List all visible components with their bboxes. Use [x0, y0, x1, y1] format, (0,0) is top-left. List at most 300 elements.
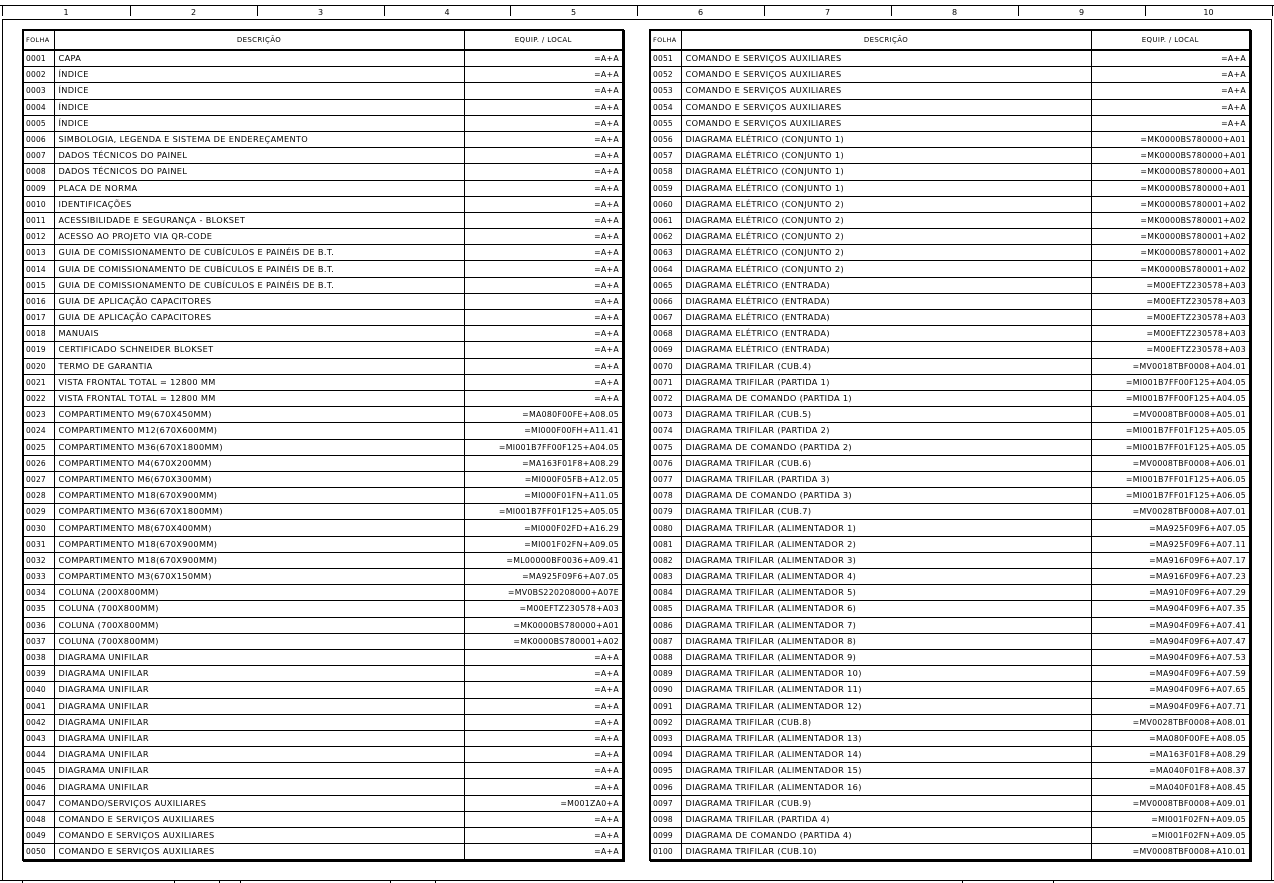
sheet-number: 0092: [650, 714, 681, 730]
equipment-location: =A+A: [464, 164, 623, 180]
table-row: [23, 148, 623, 164]
table-row: [650, 795, 1250, 811]
sheet-description: DIAGRAMA TRIFILAR (ALIMENTADOR 4): [681, 569, 1091, 585]
sheet-description: DIAGRAMA TRIFILAR (CUB.6): [681, 455, 1091, 471]
sheet-number: 0056: [650, 131, 681, 147]
equipment-location: =M00EFTZ230578+A03: [1091, 293, 1250, 309]
sheet-description: DIAGRAMA TRIFILAR (ALIMENTADOR 2): [681, 536, 1091, 552]
sheet-number: 0052: [650, 67, 681, 83]
column-header-folha: FOLHA: [23, 30, 54, 50]
equipment-location: =MK0000BS780001+A02: [464, 633, 623, 649]
equipment-location: =MI001B7FF00F125+A04.05: [1091, 390, 1250, 406]
index-table-left-body: [23, 50, 623, 860]
sheet-number: 0030: [23, 520, 54, 536]
equipment-location: =A+A: [464, 99, 623, 115]
sheet-number: 0053: [650, 83, 681, 99]
sheet-number: 0066: [650, 293, 681, 309]
sheet-number: 0041: [23, 698, 54, 714]
equipment-location: =A+A: [464, 698, 623, 714]
equipment-location: =MA904F09F6+A07.59: [1091, 666, 1250, 682]
sheet-description: COMPARTIMENTO M36(670X1800MM): [54, 439, 464, 455]
table-row: [23, 83, 623, 99]
equipment-location: =A+A: [1091, 50, 1250, 67]
equipment-location: =MK0000BS780001+A02: [1091, 229, 1250, 245]
sheet-description: DIAGRAMA ELÉTRICO (CONJUNTO 2): [681, 212, 1091, 228]
equipment-location: =MV0BS220208000+A07E: [464, 585, 623, 601]
table-row: [650, 293, 1250, 309]
sheet-description: PLACA DE NORMA: [54, 180, 464, 196]
table-row: [23, 844, 623, 861]
sheet-description: DIAGRAMA UNIFILAR: [54, 714, 464, 730]
sheet-number: 0059: [650, 180, 681, 196]
table-row: [23, 682, 623, 698]
sheet-number: 0080: [650, 520, 681, 536]
sheet-description: DIAGRAMA ELÉTRICO (ENTRADA): [681, 310, 1091, 326]
sheet-number: 0099: [650, 828, 681, 844]
equipment-location: =A+A: [464, 390, 623, 406]
table-row: [650, 779, 1250, 795]
sheet-description: DIAGRAMA TRIFILAR (ALIMENTADOR 6): [681, 601, 1091, 617]
equipment-location: =A+A: [464, 730, 623, 746]
sheet-number: 0018: [23, 326, 54, 342]
sheet-number: 0090: [650, 682, 681, 698]
sheet-description: COLUNA (700X800MM): [54, 617, 464, 633]
sheet-description: COMPARTIMENTO M18(670X900MM): [54, 488, 464, 504]
ruler-column-4: 4: [444, 8, 450, 17]
table-row: [23, 390, 623, 406]
sheet-number: 0043: [23, 730, 54, 746]
sheet-number: 0075: [650, 439, 681, 455]
table-row: [23, 552, 623, 568]
equipment-location: =A+A: [464, 50, 623, 67]
sheet-description: DIAGRAMA ELÉTRICO (CONJUNTO 1): [681, 131, 1091, 147]
equipment-location: =M001ZA0+A: [464, 795, 623, 811]
sheet-description: COMPARTIMENTO M6(670X300MM): [54, 471, 464, 487]
sheet-number: 0048: [23, 811, 54, 827]
sheet-description: DIAGRAMA TRIFILAR (ALIMENTADOR 15): [681, 763, 1091, 779]
index-table-left: [22, 29, 624, 861]
sheet-number: 0070: [650, 358, 681, 374]
table-row: [23, 423, 623, 439]
equipment-location: =MI001B7FF01F125+A05.05: [464, 504, 623, 520]
sheet-description: COMANDO E SERVIÇOS AUXILIARES: [54, 811, 464, 827]
equipment-location: =MA163F01F8+A08.29: [464, 455, 623, 471]
sheet-number: 0076: [650, 455, 681, 471]
table-row: [23, 164, 623, 180]
sheet-description: COMPARTIMENTO M9(670X450MM): [54, 407, 464, 423]
table-row: [650, 439, 1250, 455]
sheet-number: 0093: [650, 730, 681, 746]
equipment-location: =A+A: [464, 763, 623, 779]
table-row: [23, 293, 623, 309]
sheet-description: DIAGRAMA TRIFILAR (PARTIDA 4): [681, 811, 1091, 827]
sheet-description: DIAGRAMA TRIFILAR (PARTIDA 3): [681, 471, 1091, 487]
sheet-description: DIAGRAMA ELÉTRICO (ENTRADA): [681, 277, 1091, 293]
table-row: [650, 277, 1250, 293]
table-row: [650, 617, 1250, 633]
sheet-number: 0084: [650, 585, 681, 601]
sheet-number: 0034: [23, 585, 54, 601]
equipment-location: =MA080F00FE+A08.05: [464, 407, 623, 423]
table-row: [650, 423, 1250, 439]
table-row: [650, 374, 1250, 390]
sheet-number: 0083: [650, 569, 681, 585]
sheet-description: DIAGRAMA TRIFILAR (ALIMENTADOR 3): [681, 552, 1091, 568]
sheet-description: DIAGRAMA TRIFILAR (ALIMENTADOR 8): [681, 633, 1091, 649]
sheet-number: 0024: [23, 423, 54, 439]
equipment-location: =A+A: [464, 649, 623, 665]
sheet-description: DIAGRAMA TRIFILAR (CUB.7): [681, 504, 1091, 520]
sheet-number: 0074: [650, 423, 681, 439]
equipment-location: =M00EFTZ230578+A03: [1091, 326, 1250, 342]
sheet-description: GUIA DE COMISSIONAMENTO DE CUBÍCULOS E PAINÉIS DE B.T.: [54, 277, 464, 293]
sheet-number: 0067: [650, 310, 681, 326]
sheet-number: 0085: [650, 601, 681, 617]
table-row: [650, 390, 1250, 406]
sheet-description: GUIA DE APLICAÇÃO CAPACITORES: [54, 310, 464, 326]
table-row: [23, 407, 623, 423]
sheet-description: ACESSO AO PROJETO VIA QR-CODE: [54, 229, 464, 245]
sheet-number: 0098: [650, 811, 681, 827]
title-block-top-border: [0, 880, 1274, 881]
table-row: [650, 844, 1250, 861]
equipment-location: =A+A: [464, 67, 623, 83]
table-row: [23, 310, 623, 326]
column-header-equip-local: EQUIP. / LOCAL: [464, 30, 623, 50]
equipment-location: =A+A: [1091, 115, 1250, 131]
sheet-number: 0008: [23, 164, 54, 180]
table-row: [23, 714, 623, 730]
sheet-description: DIAGRAMA TRIFILAR (PARTIDA 2): [681, 423, 1091, 439]
equipment-location: =MI001F02FN+A09.05: [1091, 811, 1250, 827]
equipment-location: =MI001B7FF00F125+A04.05: [464, 439, 623, 455]
table-row: [23, 471, 623, 487]
equipment-location: =MK0000BS780001+A02: [1091, 196, 1250, 212]
table-row: [23, 326, 623, 342]
table-row: [23, 374, 623, 390]
ruler-column-10: 10: [1203, 8, 1214, 17]
sheet-description: COMPARTIMENTO M36(670X1800MM): [54, 504, 464, 520]
sheet-description: DIAGRAMA ELÉTRICO (CONJUNTO 1): [681, 180, 1091, 196]
table-row: [650, 148, 1250, 164]
sheet-number: 0003: [23, 83, 54, 99]
table-row: [23, 99, 623, 115]
equipment-location: =A+A: [464, 245, 623, 261]
sheet-description: DIAGRAMA TRIFILAR (ALIMENTADOR 9): [681, 649, 1091, 665]
sheet-number: 0062: [650, 229, 681, 245]
sheet-number: 0022: [23, 390, 54, 406]
table-row: [650, 601, 1250, 617]
table-header-row: [650, 30, 1250, 50]
sheet-number: 0004: [23, 99, 54, 115]
equipment-location: =MV0028TBF0008+A08.01: [1091, 714, 1250, 730]
table-row: [650, 698, 1250, 714]
sheet-number: 0065: [650, 277, 681, 293]
sheet-number: 0007: [23, 148, 54, 164]
sheet-description: DIAGRAMA ELÉTRICO (CONJUNTO 2): [681, 229, 1091, 245]
sheet-description: COMANDO E SERVIÇOS AUXILIARES: [681, 50, 1091, 67]
equipment-location: =A+A: [464, 83, 623, 99]
sheet-number: 0086: [650, 617, 681, 633]
table-row: [23, 229, 623, 245]
sheet-description: DIAGRAMA TRIFILAR (CUB.5): [681, 407, 1091, 423]
equipment-location: =MV0028TBF0008+A07.01: [1091, 504, 1250, 520]
equipment-location: =MI001B7FF01F125+A05.05: [1091, 439, 1250, 455]
equipment-location: =A+A: [1091, 67, 1250, 83]
equipment-location: =MV0008TBF0008+A10.01: [1091, 844, 1250, 861]
sheet-number: 0005: [23, 115, 54, 131]
sheet-description: GUIA DE COMISSIONAMENTO DE CUBÍCULOS E PAINÉIS DE B.T.: [54, 245, 464, 261]
sheet-number: 0057: [650, 148, 681, 164]
sheet-description: ACESSIBILIDADE E SEGURANÇA - BLOKSET: [54, 212, 464, 228]
equipment-location: =MA904F09F6+A07.35: [1091, 601, 1250, 617]
sheet-number: 0073: [650, 407, 681, 423]
column-header-descricao: DESCRIÇÃO: [681, 30, 1091, 50]
sheet-description: COMPARTIMENTO M18(670X900MM): [54, 552, 464, 568]
sheet-description: CAPA: [54, 50, 464, 67]
table-row: [23, 277, 623, 293]
equipment-location: =A+A: [464, 666, 623, 682]
equipment-location: =A+A: [464, 714, 623, 730]
sheet-number: 0031: [23, 536, 54, 552]
sheet-description: DIAGRAMA UNIFILAR: [54, 666, 464, 682]
equipment-location: =A+A: [1091, 83, 1250, 99]
sheet-description: COMANDO E SERVIÇOS AUXILIARES: [681, 115, 1091, 131]
sheet-number: 0038: [23, 649, 54, 665]
sheet-number: 0068: [650, 326, 681, 342]
sheet-number: 0016: [23, 293, 54, 309]
equipment-location: =A+A: [464, 277, 623, 293]
equipment-location: =A+A: [464, 358, 623, 374]
table-row: [650, 455, 1250, 471]
equipment-location: =MV0008TBF0008+A05.01: [1091, 407, 1250, 423]
table-row: [650, 115, 1250, 131]
equipment-location: =A+A: [464, 374, 623, 390]
sheet-number: 0045: [23, 763, 54, 779]
equipment-location: =MK0000BS780001+A02: [1091, 245, 1250, 261]
sheet-description: DIAGRAMA TRIFILAR (ALIMENTADOR 13): [681, 730, 1091, 746]
table-row: [650, 585, 1250, 601]
table-row: [650, 326, 1250, 342]
table-row: [23, 504, 623, 520]
equipment-location: =MI000F01FN+A11.05: [464, 488, 623, 504]
sheet-description: DIAGRAMA TRIFILAR (CUB.9): [681, 795, 1091, 811]
sheet-description: COLUNA (200X800MM): [54, 585, 464, 601]
sheet-number: 0087: [650, 633, 681, 649]
ruler-column-6: 6: [697, 8, 704, 17]
sheet-number: 0096: [650, 779, 681, 795]
sheet-description: DIAGRAMA ELÉTRICO (CONJUNTO 2): [681, 196, 1091, 212]
sheet-description: DADOS TÉCNICOS DO PAINEL: [54, 164, 464, 180]
sheet-description: COLUNA (700X800MM): [54, 633, 464, 649]
table-row: [650, 504, 1250, 520]
sheet-number: 0078: [650, 488, 681, 504]
table-row: [23, 180, 623, 196]
sheet-description: DADOS TÉCNICOS DO PAINEL: [54, 148, 464, 164]
equipment-location: =MI000F02FD+A16.29: [464, 520, 623, 536]
table-row: [23, 50, 623, 67]
sheet-description: DIAGRAMA ELÉTRICO (CONJUNTO 1): [681, 148, 1091, 164]
equipment-location: =ML00000BF0036+A09.41: [464, 552, 623, 568]
sheet-number: 0051: [650, 50, 681, 67]
sheet-description: VISTA FRONTAL TOTAL = 12800 MM: [54, 374, 464, 390]
sheet-description: DIAGRAMA DE COMANDO (PARTIDA 1): [681, 390, 1091, 406]
equipment-location: =MI000F05FB+A12.05: [464, 471, 623, 487]
table-row: [650, 552, 1250, 568]
table-row: [23, 569, 623, 585]
sheet-description: DIAGRAMA ELÉTRICO (CONJUNTO 2): [681, 261, 1091, 277]
sheet-description: DIAGRAMA DE COMANDO (PARTIDA 2): [681, 439, 1091, 455]
sheet-description: DIAGRAMA TRIFILAR (ALIMENTADOR 14): [681, 747, 1091, 763]
equipment-location: =MV0018TBF0008+A04.01: [1091, 358, 1250, 374]
equipment-location: =MK0000BS780000+A01: [1091, 180, 1250, 196]
equipment-location: =A+A: [464, 196, 623, 212]
sheet-number: 0032: [23, 552, 54, 568]
sheet-number: 0039: [23, 666, 54, 682]
equipment-location: =A+A: [464, 261, 623, 277]
ruler-column-2: 2: [190, 8, 197, 17]
sheet-number: 0029: [23, 504, 54, 520]
equipment-location: =M00EFTZ230578+A03: [464, 601, 623, 617]
sheet-description: DIAGRAMA UNIFILAR: [54, 682, 464, 698]
equipment-location: =A+A: [464, 342, 623, 358]
table-row: [650, 180, 1250, 196]
sheet-number: 0015: [23, 277, 54, 293]
equipment-location: =MI001B7FF01F125+A06.05: [1091, 488, 1250, 504]
table-row: [650, 747, 1250, 763]
sheet-number: 0063: [650, 245, 681, 261]
sheet-number: 0002: [23, 67, 54, 83]
table-row: [650, 67, 1250, 83]
sheet-number: 0013: [23, 245, 54, 261]
equipment-location: =A+A: [464, 844, 623, 861]
column-header-equip-local: EQUIP. / LOCAL: [1091, 30, 1250, 50]
table-row: [23, 601, 623, 617]
table-row: [650, 828, 1250, 844]
sheet-description: DIAGRAMA TRIFILAR (ALIMENTADOR 1): [681, 520, 1091, 536]
sheet-number: 0071: [650, 374, 681, 390]
sheet-description: COMPARTIMENTO M3(670X150MM): [54, 569, 464, 585]
table-row: [23, 747, 623, 763]
equipment-location: =MI001F02FN+A09.05: [464, 536, 623, 552]
equipment-location: =MA040F01F8+A08.45: [1091, 779, 1250, 795]
sheet-description: ÍNDICE: [54, 115, 464, 131]
sheet-number: 0100: [650, 844, 681, 861]
table-row: [650, 164, 1250, 180]
table-row: [23, 730, 623, 746]
sheet-number: 0094: [650, 747, 681, 763]
equipment-location: =A+A: [464, 131, 623, 147]
equipment-location: =A+A: [464, 293, 623, 309]
equipment-location: =MK0000BS780000+A01: [464, 617, 623, 633]
table-row: [650, 682, 1250, 698]
table-row: [23, 649, 623, 665]
sheet-description: DIAGRAMA TRIFILAR (ALIMENTADOR 16): [681, 779, 1091, 795]
table-row: [23, 617, 623, 633]
table-row: [650, 50, 1250, 67]
equipment-location: =A+A: [464, 212, 623, 228]
ruler-column-1: 1: [63, 8, 69, 17]
sheet-description: DIAGRAMA ELÉTRICO (ENTRADA): [681, 293, 1091, 309]
equipment-location: =MA904F09F6+A07.71: [1091, 698, 1250, 714]
equipment-location: =MK0000BS780000+A01: [1091, 148, 1250, 164]
equipment-location: =A+A: [464, 747, 623, 763]
sheet-description: DIAGRAMA TRIFILAR (ALIMENTADOR 11): [681, 682, 1091, 698]
sheet-number: 0040: [23, 682, 54, 698]
sheet-description: GUIA DE APLICAÇÃO CAPACITORES: [54, 293, 464, 309]
sheet-number: 0025: [23, 439, 54, 455]
ruler-column-9: 9: [1078, 8, 1085, 17]
sheet-number: 0017: [23, 310, 54, 326]
table-row: [650, 196, 1250, 212]
sheet-number: 0069: [650, 342, 681, 358]
sheet-description: TERMO DE GARANTIA: [54, 358, 464, 374]
sheet-number: 0001: [23, 50, 54, 67]
sheet-description: DIAGRAMA TRIFILAR (CUB.8): [681, 714, 1091, 730]
equipment-location: =A+A: [464, 180, 623, 196]
sheet-description: DIAGRAMA DE COMANDO (PARTIDA 3): [681, 488, 1091, 504]
table-row: [23, 585, 623, 601]
sheet-number: 0061: [650, 212, 681, 228]
equipment-location: =MA910F09F6+A07.29: [1091, 585, 1250, 601]
sheet-number: 0019: [23, 342, 54, 358]
equipment-location: =MA904F09F6+A07.65: [1091, 682, 1250, 698]
sheet-description: DIAGRAMA ELÉTRICO (ENTRADA): [681, 342, 1091, 358]
sheet-description: DIAGRAMA UNIFILAR: [54, 747, 464, 763]
sheet-number: 0047: [23, 795, 54, 811]
sheet-description: DIAGRAMA TRIFILAR (PARTIDA 1): [681, 374, 1091, 390]
sheet-description: COLUNA (700X800MM): [54, 601, 464, 617]
equipment-location: =M00EFTZ230578+A03: [1091, 342, 1250, 358]
equipment-location: =A+A: [464, 310, 623, 326]
equipment-location: =MI000F00FH+A11.41: [464, 423, 623, 439]
table-row: [23, 779, 623, 795]
sheet-description: DIAGRAMA UNIFILAR: [54, 763, 464, 779]
sheet-description: DIAGRAMA DE COMANDO (PARTIDA 4): [681, 828, 1091, 844]
table-row: [650, 358, 1250, 374]
sheet-number: 0081: [650, 536, 681, 552]
sheet-number: 0046: [23, 779, 54, 795]
table-row: [23, 763, 623, 779]
table-row: [23, 455, 623, 471]
sheet-description: MANUAIS: [54, 326, 464, 342]
sheet-number: 0097: [650, 795, 681, 811]
sheet-number: 0026: [23, 455, 54, 471]
table-row: [650, 245, 1250, 261]
sheet-description: COMANDO E SERVIÇOS AUXILIARES: [681, 99, 1091, 115]
sheet-description: GUIA DE COMISSIONAMENTO DE CUBÍCULOS E PAINÉIS DE B.T.: [54, 261, 464, 277]
sheet-number: 0050: [23, 844, 54, 861]
equipment-location: =A+A: [464, 811, 623, 827]
equipment-location: =MI001B7FF00F125+A04.05: [1091, 374, 1250, 390]
ruler-column-7: 7: [824, 8, 831, 17]
ruler-column-5: 5: [570, 8, 577, 17]
table-row: [650, 520, 1250, 536]
equipment-location: =MI001F02FN+A09.05: [1091, 828, 1250, 844]
sheet-description: CERTIFICADO SCHNEIDER BLOKSET: [54, 342, 464, 358]
sheet-number: 0077: [650, 471, 681, 487]
sheet-number: 0079: [650, 504, 681, 520]
table-row: [650, 342, 1250, 358]
sheet-number: 0036: [23, 617, 54, 633]
sheet-description: DIAGRAMA UNIFILAR: [54, 730, 464, 746]
table-row: [650, 407, 1250, 423]
sheet-number: 0011: [23, 212, 54, 228]
sheet-description: DIAGRAMA ELÉTRICO (ENTRADA): [681, 326, 1091, 342]
table-row: [650, 811, 1250, 827]
sheet-number: 0095: [650, 763, 681, 779]
sheet-description: ÍNDICE: [54, 67, 464, 83]
